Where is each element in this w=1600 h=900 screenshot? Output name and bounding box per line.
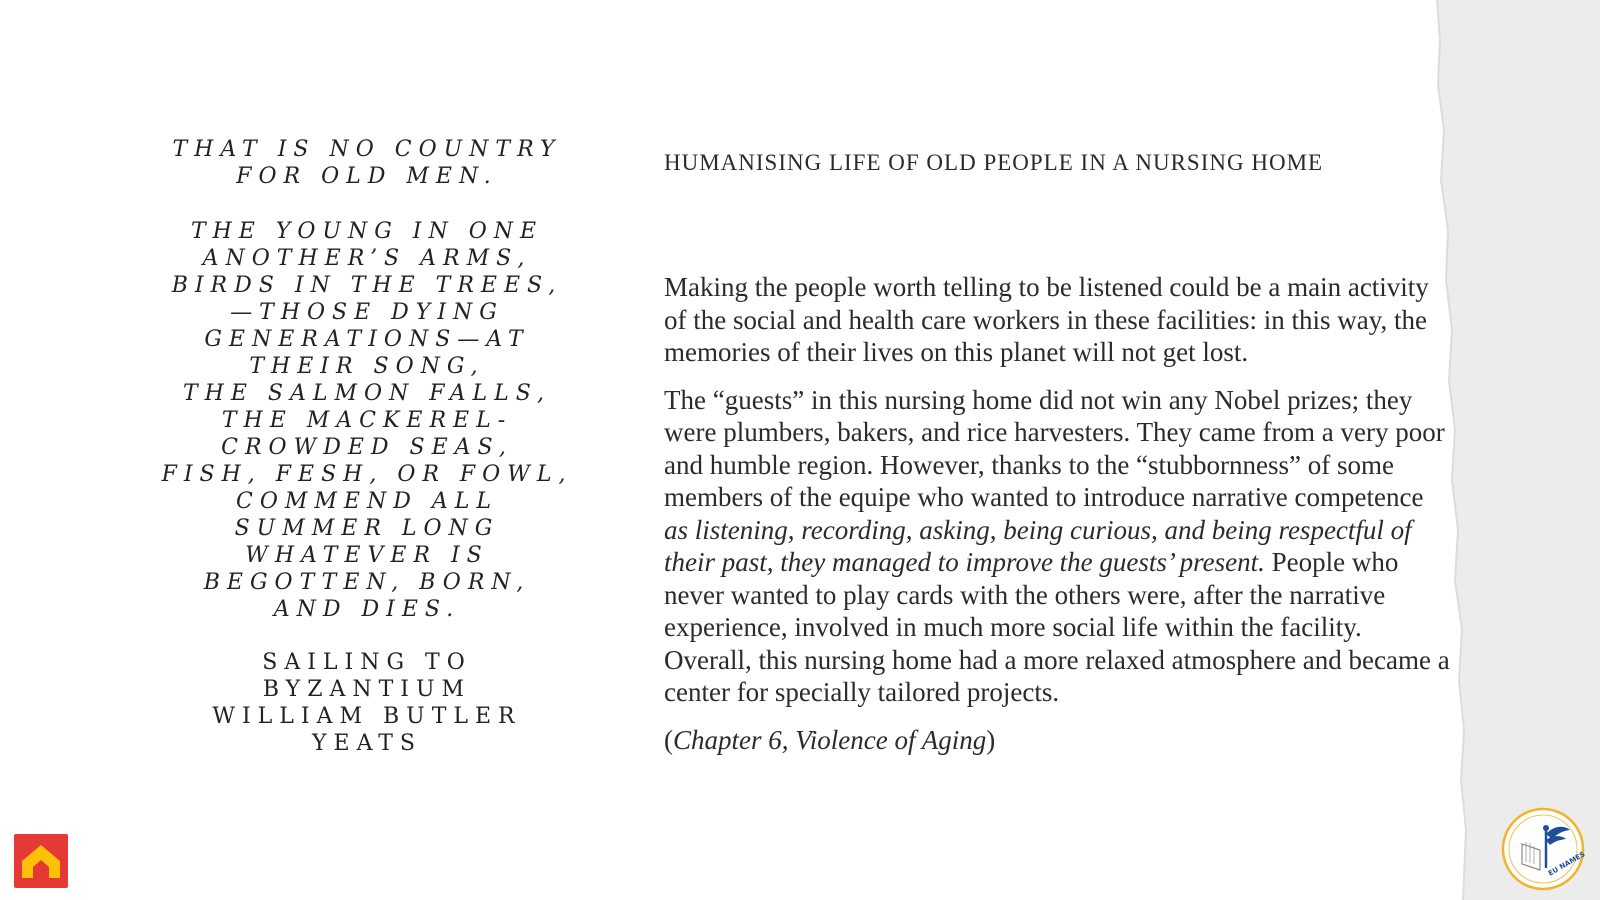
poem-line: AND DIES. (273, 597, 461, 622)
poem-line: THE MACKEREL- (221, 408, 513, 433)
poem-line: SAILING TO (262, 650, 472, 675)
poem-line: GENERATIONS—AT (204, 327, 530, 352)
poem-line: BEGOTTEN, BORN, (203, 570, 531, 595)
eu-names-logo (1500, 806, 1586, 892)
poem-line: THEIR SONG, (249, 354, 485, 379)
home-button[interactable] (14, 834, 68, 888)
poem-line: YEATS (311, 731, 422, 756)
poem-stanza-body (112, 218, 622, 623)
poem-line: WILLIAM BUTLER (212, 704, 522, 729)
poem-line: FOR OLD MEN. (236, 164, 498, 189)
slide-heading: HUMANISING LIFE OF OLD PEOPLE IN A NURSING HOME (664, 150, 1324, 175)
poem-line: —THOSE DYING (230, 300, 504, 325)
poem-line: CROWDED SEAS, (221, 435, 513, 460)
poem-line: THE YOUNG IN ONE (190, 219, 544, 244)
body-text (664, 271, 1454, 771)
poem-line: WHATEVER IS (245, 543, 489, 568)
paragraph-2-italic: as listening, recording, asking, being curious, and being respectful of their past, they managed to improve the guests’ present. (664, 514, 1412, 577)
poem-line: ANOTHER’S ARMS, (202, 246, 532, 271)
citation-title: Chapter 6, Violence of Aging (673, 724, 987, 755)
poem-line: THAT IS NO COUNTRY (172, 137, 562, 162)
eu-names-logo-icon (1500, 806, 1586, 892)
paragraph-1: Making the people worth telling to be listened could be a main activity of the social and health care workers in these facilities: in this way, the memories of their lives on this planet will not get lost. (664, 272, 1429, 367)
citation (664, 724, 1454, 757)
paragraph-2-text-a: The “guests” in this nursing home did not win any Nobel prizes; they were plumbers, bakers, and rice harvesters. They came from a very poor and humble region. However, thanks to the “stubbornness” of some members of the equipe who wanted to introduce narrative competence (664, 384, 1445, 512)
poem-attribution (112, 649, 622, 757)
poem-line: FISH, FESH, OR FOWL, (161, 462, 573, 487)
citation-close: ) (986, 724, 996, 755)
poem (112, 136, 622, 757)
poem-line: THE SALMON FALLS, (182, 381, 552, 406)
logo-name: EU NAMES (1547, 850, 1586, 878)
poem-line: SUMMER LONG (234, 516, 500, 541)
poem-stanza-opening (112, 136, 622, 190)
home-icon (14, 834, 68, 888)
citation-open: ( (664, 724, 673, 755)
poem-line: BIRDS IN THE TREES, (171, 273, 563, 298)
paragraph-2 (664, 384, 1454, 709)
poem-line: BYZANTIUM (262, 677, 472, 702)
poem-line: COMMEND ALL (236, 489, 498, 514)
paragraph-2-text-b: People who never wanted to play cards with the others were, after the narrative experience, involved in much more social life within the facility. Overall, this nursing home had a more relaxed atmosphere and became a center for specially tailored projects. (664, 547, 1450, 707)
